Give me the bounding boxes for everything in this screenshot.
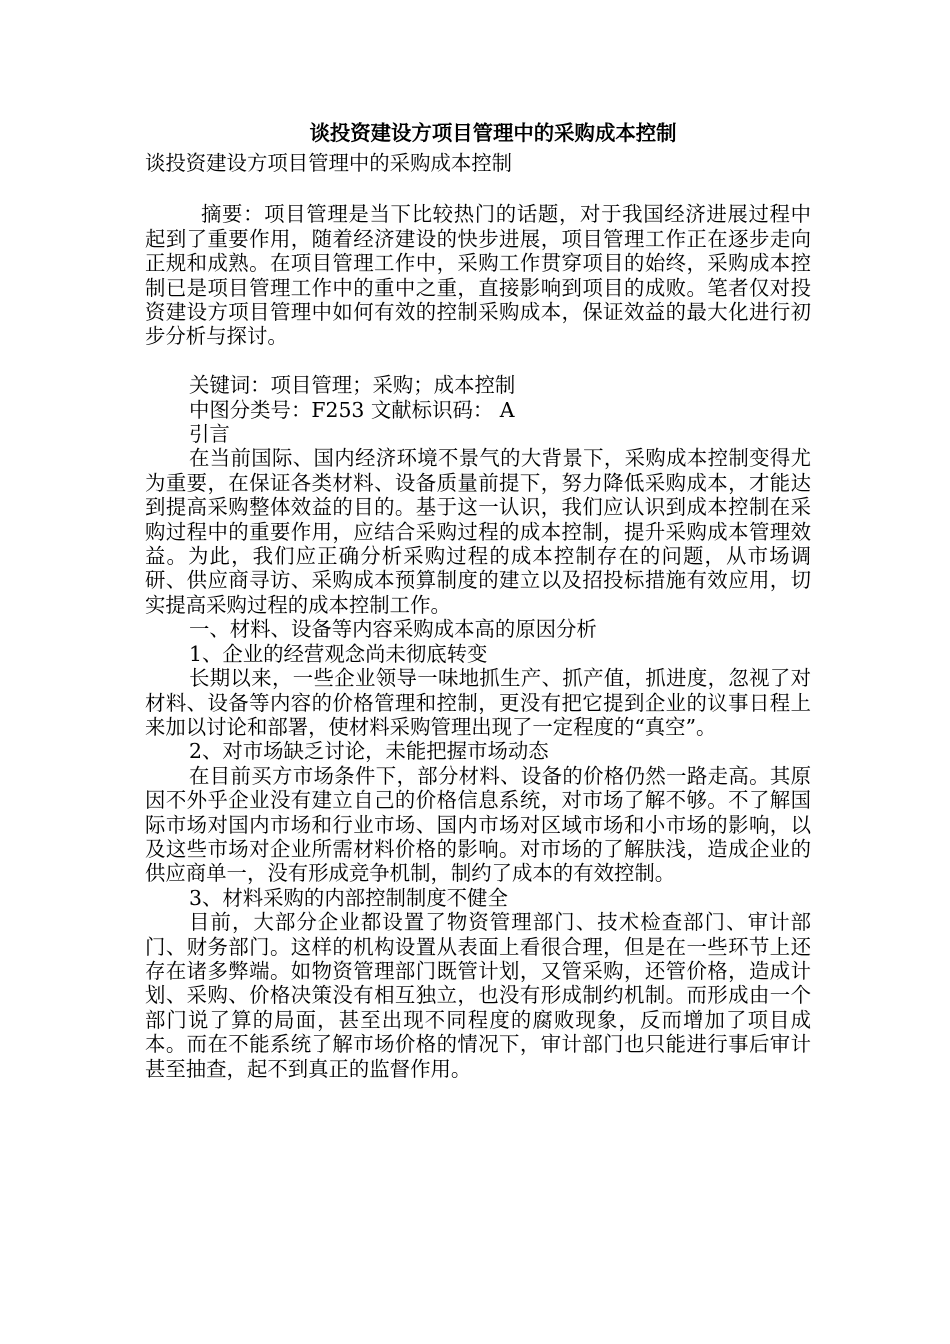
classification-line: 中图分类号：F253 文献标识码： A (189, 397, 515, 422)
subsection3-heading: 3、材料采购的内部控制制度不健全 (189, 885, 508, 910)
subsection1-heading: 1、企业的经营观念尚未彻底转变 (189, 641, 488, 666)
document-title: 谈投资建设方项目管理中的采购成本控制 (309, 121, 677, 145)
spacer (145, 178, 811, 202)
spacer (145, 349, 811, 373)
abstract-paragraph: 摘要：项目管理是当下比较热门的话题，对于我国经济进展过程中起到了重要作用，随着经济建设的快步进展，项目管理工作正在逐步走向正规和成熟。在项目管理工作中，采购工作贯穿项目的始终，采购成本控制已是项目管理工作中的重中之重，直接影响到项目的成败。笔者仅对投资建设方项目管理中如何有效的控制采购成本，保证效益的最大化进行初步分析与探讨。 (145, 202, 811, 349)
document-subtitle: 谈投资建设方项目管理中的采购成本控制 (145, 151, 513, 175)
subsection2-paragraph: 在目前买方市场条件下，部分材料、设备的价格仍然一路走高。其原因不外乎企业没有建立自己的价格信息系统，对市场了解不够。不了解国际市场对国内市场和行业市场、国内市场对区域市场和小市场的影响，以及这些市场对企业所需材料价格的影响。对市场的了解肤浅，造成企业的供应商单一，没有形成竞争机制，制约了成本的有效控制。 (145, 763, 811, 886)
subsection3-paragraph: 目前，大部分企业都设置了物资管理部门、技术检查部门、审计部门、财务部门。这样的机构设置从表面上看很合理，但是在一些环节上还存在诸多弊端。如物资管理部门既管计划，又管采购，还管价格，造成计划、采购、价格决策没有相互独立，也没有形成制约机制。而形成由一个部门说了算的局面，甚至出现不同程度的腐败现象，反而增加了项目成本。而在不能系统了解市场价格的情况下，审计部门也只能进行事后审计甚至抽查，起不到真正的监督作用。 (145, 910, 811, 1081)
keywords-line: 关键词：项目管理；采购；成本控制 (189, 373, 516, 398)
subsection1-paragraph: 长期以来，一些企业领导一味地抓生产、抓产值，抓进度，忽视了对材料、设备等内容的价格管理和控制，更没有把它提到企业的议事日程上来加以讨论和部署，使材料采购管理出现了一定程度的“真空”。 (145, 666, 811, 739)
intro-heading: 引言 (189, 422, 230, 447)
intro-paragraph: 在当前国际、国内经济环境不景气的大背景下，采购成本控制变得尤为重要，在保证各类材料、设备质量前提下，努力降低采购成本，才能达到提高采购整体效益的目的。基于这一认识，我们应认识到成本控制在采购过程中的重要作用，应结合采购过程的成本控制，提升采购成本管理效益。为此，我们应正确分析采购过程的成本控制存在的问题，从市场调研、供应商寻访、采购成本预算制度的建立以及招投标措施有效应用，切实提高采购过程的成本控制工作。 (145, 446, 811, 617)
section1-heading: 一、材料、设备等内容采购成本高的原因分析 (189, 617, 597, 642)
subsection2-heading: 2、对市场缺乏讨论，未能把握市场动态 (189, 739, 549, 764)
document-page (145, 118, 811, 1081)
